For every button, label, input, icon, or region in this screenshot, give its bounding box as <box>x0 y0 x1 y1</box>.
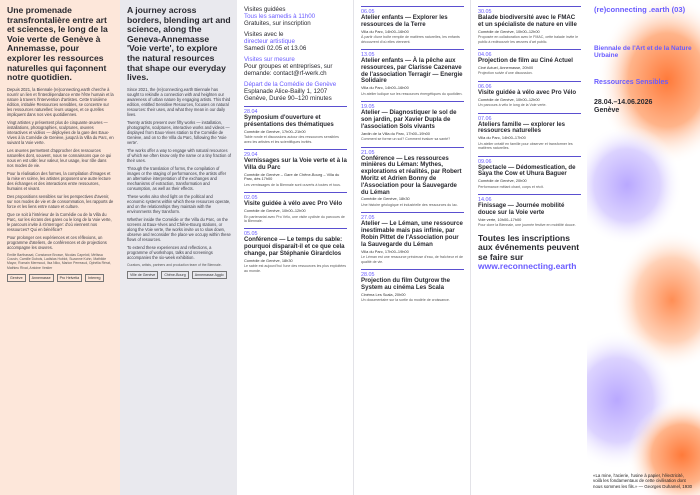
organization-name: (re)connecting .earth (03) <box>594 5 686 14</box>
intro-en-para: Since 2021, the (re)connecting.earth Biennale has sought to rekindle a connection with and heighten our awareness of urban nature by engaging artists. This third edition, entitled Sensitive Resources, focuses on natural resources: their uses, and what they mean in our daily lives. <box>127 86 231 117</box>
event-title: Spectacle — Dédomestication, de Saya the Cow et Uhura Baguer <box>478 163 576 178</box>
intro-en-para: The works offer a way to engage with natural resources of which we often know only the name or a tiny fraction of their uses. <box>127 147 231 163</box>
visit-block <box>244 56 347 77</box>
event-desc: Les vernissages de la Biennale sont ouverts à toutes et tous. <box>244 182 341 187</box>
event-title: Atelier enfants — Explorer les ressources de la Terre <box>361 14 448 28</box>
visits-events-column <box>237 0 353 495</box>
event-date: 19.05 <box>361 104 375 111</box>
event-place: Villa du Parc, 14h00–16h00 <box>361 85 409 91</box>
visit-block <box>244 31 347 52</box>
intro-fr-para: Les œuvres permettent d'approcher des ressources naturelles dont, souvent, nous ne connaissons que ce qui nous en est utile: leur valeur, leur usage, leur rôle dans nos modes de vie. <box>7 147 112 168</box>
event-desc: Le sable est aujourd'hui l'une des ressources les plus exploitées au monde. <box>244 264 347 273</box>
intro-en-para: To extend these experiences and reflections, a programme of workshops, talks and screenings accompanies the six-week exhibition. <box>127 244 213 260</box>
intro-en-para: Through the translation of forms, the compilation of images or the staging of performances, the artists offer an alternative interpretation of the exchanges and mechanisms of extraction, transformation and consumption, as well as their effects. <box>127 165 227 191</box>
event-title: Visite guidée à vélo avec Pro Vélo <box>244 200 343 208</box>
event-desc: À partir d'une boîte remplie de matières naturelles, les enfants découvrent d'où elles viennent. <box>361 35 460 44</box>
event-place: Jardin de la Villa du Parc, 17h00–19h00 <box>361 130 430 136</box>
event-desc: Performance mêlant chant, corps et récit. <box>478 184 544 189</box>
event-place: Villa du Parc, 14h00–16h00 <box>361 28 409 34</box>
partner-logo: Pro Helvetia <box>57 274 83 282</box>
event-item <box>361 147 464 208</box>
event-date: 06.06 <box>478 83 492 90</box>
event-title: Balade biodiversité avec le FMAC et un spécialiste de nature en ville <box>478 14 577 28</box>
event-item <box>244 106 347 144</box>
event-date: 28.04 <box>244 109 258 115</box>
gradient-blobs <box>587 0 700 495</box>
event-desc: Table ronde et discussions autour des ressources sensibles avec les artistes et les scientifiques invités. <box>244 135 339 144</box>
event-place: Comédie de Genève, 17h00–21h00 <box>244 128 306 134</box>
events-june-column <box>470 0 587 495</box>
cta-text: Toutes les inscriptions aux événements peuvent se faire sur <box>478 232 580 262</box>
intro-en-para: These works also shed light on the political and economic systems within which these resources operate, and on the relationships they maintain with the environments they transform. <box>127 193 231 214</box>
event-place: Comédie de Genève, 10h00–12h00 <box>244 207 306 213</box>
event-item <box>244 228 347 273</box>
event-date: 28.05 <box>361 271 375 278</box>
visit-block <box>244 6 347 27</box>
visit-sub: Samedi 02.05 et 13.06 <box>244 45 307 52</box>
event-title: Visite guidée à vélo avec Pro Vélo <box>478 88 577 96</box>
event-date: 27.05 <box>361 215 375 222</box>
event-item <box>361 101 464 141</box>
closing-quote: «La mine, l'acierie, l'usine à papier, l'électricité, voilà les fondamentaux de cette civilisation dont nous sommes les fils.» — Georges Duhamel, 1930 <box>593 472 693 489</box>
credits-list: Emilie Barthassat, Constance Brosse, Nicolas Capeloti, Mélissa Cousin, Camille Dubois, Ladislas Hublot, Suzanne Kuhn, Mathilde Mayor, Romain Mermoud, Ilsa Niko, Marion Perreaud, Ophélia Rérat, Mathieu Rivat, Antoine Vestier <box>7 252 111 270</box>
event-title: Atelier — Diagnostiquer le sol de son jardin, par Xavier Dupla de l'association Sols vivants <box>361 109 457 130</box>
event-desc: Une histoire géologique et industrielle des ressources du lac. <box>361 202 458 207</box>
event-place: Comédie de Genève, 20h00 <box>478 178 527 184</box>
event-date: 30.05 <box>478 9 492 15</box>
event-item <box>478 194 581 228</box>
event-desc: Proposée en collaboration avec le FMAC, cette balade invite le public à redécouvrir les œuvres d'art public. <box>478 35 579 44</box>
visit-accent: Tous les samedis à 11h00 <box>244 13 316 20</box>
intro-fr-para: Depuis 2021, la Biennale (re)connecting.earth cherche à nourrir un lien et l'interdépendance entre l'être humain et la nature à travers l'intervention d'artistes. Cette troisième édition, intitulée Ressources sensibles, se concentre sur les ressources naturelles: leurs usages, et ce qu'elles impliquent dans nos vies quotidiennes. <box>7 86 114 117</box>
event-title: Finissage — Journée mobilité douce sur la Voie verte <box>478 202 565 216</box>
event-item <box>244 192 347 223</box>
event-place: Comédie de Genève, 18h30 <box>361 196 410 202</box>
visit-title: Visites avec le <box>244 31 284 38</box>
partner-logo: Ville de Genève <box>127 271 158 279</box>
event-title: Atelier — Le Léman, une ressource inestimable mais pas infinie, par Robin Pittet de l'Association pour la Sauvegarde du Léman <box>361 220 463 248</box>
event-place: Comédie de Genève, 10h00–12h00 <box>478 28 540 34</box>
event-date: 13.05 <box>361 52 375 58</box>
event-item <box>478 113 581 151</box>
partner-logo: Annemasse <box>29 274 54 282</box>
event-desc: Projection suivie d'une discussion. <box>478 71 533 76</box>
intro-fr-para: Vingt artistes y présentent plus de cinquante œuvres — installations, photographies, sculptures, œuvres interactives et vidéos — déployées de la gare des Eaux-Vives à la Comédie de Genève, jusqu'à la Villa du Parc, en suivant la Voie verte. <box>7 119 114 145</box>
event-place: Villa du Parc, 14h00–17h00 <box>478 135 526 141</box>
event-date: 07.06 <box>478 115 492 122</box>
partner-logo: Annemasse Agglo <box>192 271 227 279</box>
event-desc: Un atelier créatif en famille pour observer et transformer les matières naturelles. <box>478 141 573 151</box>
visit-sub: Gratuites, sur inscription <box>244 20 311 27</box>
event-dates <box>594 99 694 115</box>
event-item <box>478 6 581 44</box>
event-desc: Comment se forme un sol? Comment évaluer sa santé? <box>361 137 451 142</box>
partner-logo: Interreg <box>85 274 103 282</box>
event-title: Symposium d'ouverture et présentations des thématiques <box>244 114 334 128</box>
event-item <box>478 156 581 190</box>
event-date: 04.06 <box>478 52 492 58</box>
event-item <box>478 49 581 76</box>
edition-theme: Ressources Sensibles <box>594 78 669 86</box>
branding-column <box>587 0 700 495</box>
event-place: Comédie de Genève, 18h30 <box>244 257 293 263</box>
biennale-title: Biennale de l'Art et de la Nature Urbaine <box>594 44 692 59</box>
event-date: 09.06 <box>478 158 492 165</box>
intro-fr-lead: Une promenade transfrontalière entre art et sciences, le long de la Voie verte de Genève à Annemasse, pour explorer les ressources naturelles qui façonnent notre quotidien. <box>7 5 108 83</box>
visit-block <box>244 81 347 102</box>
intro-fr-para: Des propositions sensibles sur les perspectives d'avenir, sur nos modes de vie et de consommation, les rapports de force et les liens entre nature et culture. <box>7 193 114 209</box>
partner-logo: Chêne-Bourg <box>161 271 188 279</box>
city: Genève <box>594 106 620 114</box>
event-date: 29.04 <box>244 152 258 158</box>
partner-logo: Genève <box>7 274 26 282</box>
visit-title: Visites guidées <box>244 6 286 13</box>
event-title: Projection du film Outgrow the System au cinéma Les Scala <box>361 276 451 291</box>
event-item <box>478 81 581 108</box>
event-item <box>361 212 464 264</box>
event-date: 05.05 <box>244 231 258 238</box>
event-title: Atelier enfants — À la pêche aux ressources, par Clarisse Cazenave de l'association Terragir — Energie Solidaire <box>361 57 463 85</box>
intro-fr-para: Pour la réalisation des formes, la compilation d'images et la mise en scène, les artistes proposent une autre lecture des échanges et des interactions entre ressources, humains et vivant. <box>7 170 111 191</box>
partner-logos-en <box>127 271 231 279</box>
event-title: Conférence — Le temps du sable: pourquoi disparaît-il et ce que cela change, par Stéphanie Girardclos <box>244 236 345 257</box>
intro-en-lead: A journey across borders, blending art and science, along the Geneva-Annemasse 'Voie verte', to explore the natural resources that shape our everyday lives. <box>127 5 231 83</box>
event-desc: Le Léman est une ressource précieuse d'eau, de fraîcheur et de qualité de vie. <box>361 255 463 264</box>
event-date: 14.06 <box>478 197 492 204</box>
event-date: 21.05 <box>361 149 375 156</box>
event-place: Comédie de Genève, 10h00–12h00 <box>478 96 540 102</box>
event-item <box>361 6 464 44</box>
website-link[interactable]: www.reconnecting.earth <box>478 261 577 271</box>
intro-fr-para: Que ce soit à l'intérieur de la Comédie ou de la Villa du Parc, sur les écrans des gares ou le long de la Voie verte, le parcours invite à s'interroger: d'où viennent nos ressources? Qui en bénéficie? <box>7 211 112 232</box>
partner-logos <box>7 274 114 282</box>
event-place: Ciné Actuel, Annemasse, 20h00 <box>478 64 534 70</box>
event-title: Ateliers famille — explorer les ressources naturelles <box>478 120 566 135</box>
event-desc: Pour clore la Biennale, une journée festive en mobilité douce. <box>478 223 576 228</box>
credits-list-en: Curators, artists, partners and production team of the Biennale. <box>127 262 222 267</box>
date-range: 28.04.–14.06.2026 <box>594 98 653 106</box>
event-title: Projection de film au Ciné Actuel <box>478 57 573 64</box>
events-may-column <box>353 0 470 495</box>
event-desc: En partenariat avec Pro Vélo, une visite cycliste du parcours de la Biennale. <box>244 214 345 223</box>
visit-accent: directeur artistique <box>244 38 295 45</box>
event-place: Cinéma Les Scala, 20h00 <box>361 291 406 297</box>
event-title: Vernissages sur la Voie verte et à la Villa du Parc <box>244 157 347 171</box>
event-desc: Un documentaire sur la sortie du modèle de croissance. <box>361 298 450 303</box>
event-date: 06.05 <box>361 9 375 15</box>
intro-fr-para: Pour prolonger ces expériences et ces réflexions, un programme d'ateliers, de conférences et de projections accompagne les œuvres. <box>7 234 107 250</box>
intro-en-column <box>120 0 237 495</box>
registration-cta <box>478 234 581 272</box>
visit-title: Départ de la Comédie de Genève <box>244 81 337 88</box>
event-item <box>244 149 347 187</box>
event-desc: Un parcours à vélo le long de la Voie verte. <box>478 103 547 108</box>
visit-title: Visites sur mesure <box>244 56 295 63</box>
event-desc: Un atelier ludique sur les ressources énergétiques du quotidien. <box>361 91 463 96</box>
event-place: Voie verte, 10h00–17h00 <box>478 216 522 222</box>
event-place: Comédie de Genève – Gare de Chêne-Bourg – Villa du Parc, dès 17h00 <box>244 171 340 182</box>
intro-fr-column <box>0 0 120 495</box>
event-date: 02.05 <box>244 195 258 202</box>
intro-en-para: Twenty artists present over fifty works — installation, photographs, sculptures, interactive works and videos — displayed from Eaux-Vives station to the Comédie de Genève, and on to the Villa du Parc, following the 'Voie verte'. <box>127 119 230 145</box>
intro-en-para: Whether inside the Comédie or the Villa du Parc, on the screens at Eaux-Vives and Chêne-Bourg stations, or along the Voie verte, the works invite us to slow down, observe and reconsider the place we occupy within these flows of resources. <box>127 216 231 242</box>
visit-sub: Esplanade Alice-Bailly 1, 1207 Genève, Durée 90–120 minutes <box>244 88 332 102</box>
event-title: Conférence — Les ressources minières du Léman: Mythes, explorations et réalités, par Robert Moritz et Adrien Bonny de l'Association pour la Sauvegarde du Léman <box>361 154 462 196</box>
event-item <box>361 49 464 96</box>
visit-sub: Pour groupes et entreprises, sur demande: contact@rf-werk.ch <box>244 63 333 77</box>
event-place: Villa du Parc, 17h00–19h00 <box>361 248 409 254</box>
event-item <box>361 269 464 303</box>
